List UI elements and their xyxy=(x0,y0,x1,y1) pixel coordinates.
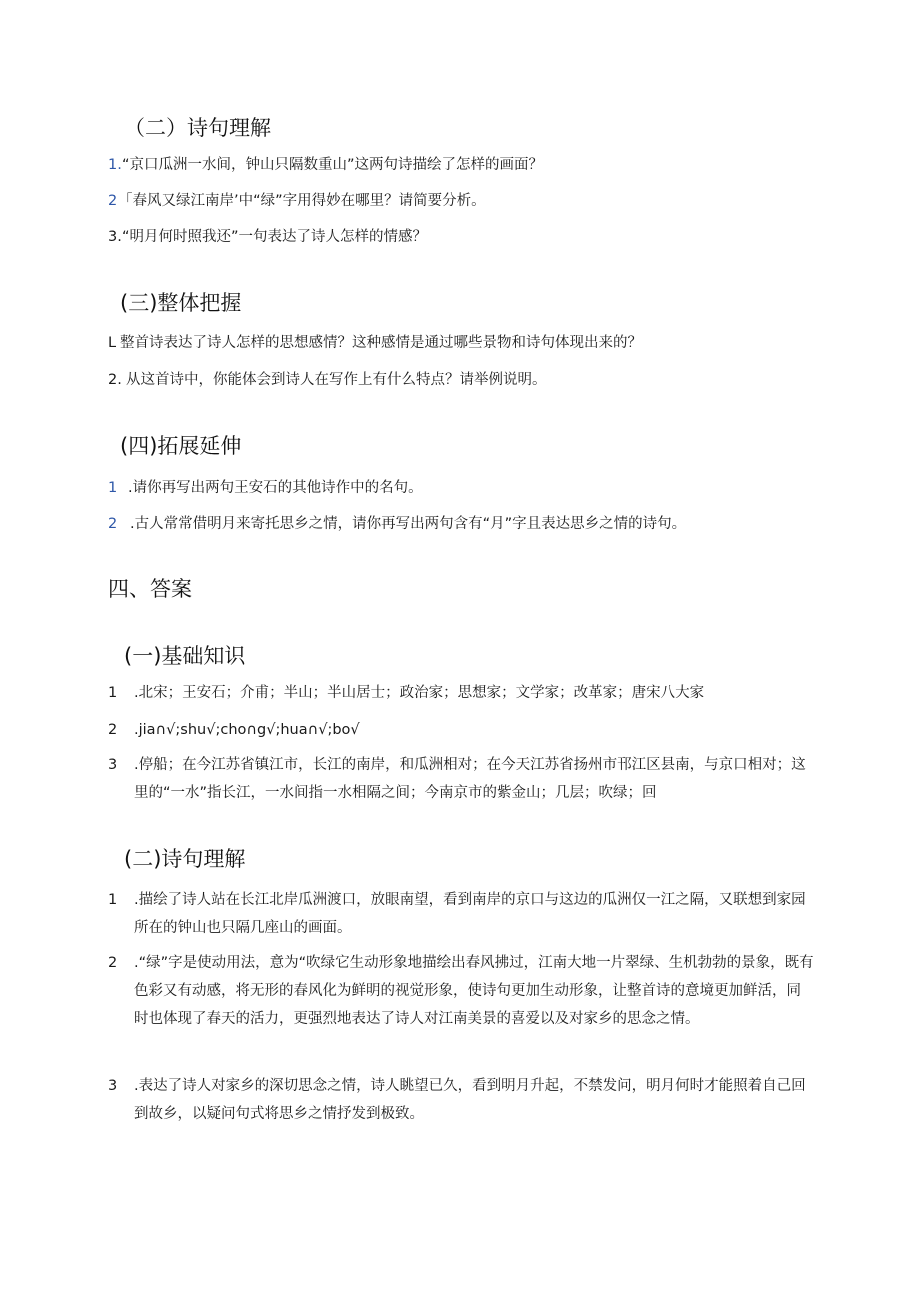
section-heading-extension: (四)拓展延伸 xyxy=(120,434,242,458)
answer-number: 1 xyxy=(108,892,118,908)
answer-section-heading-poem-understanding: (二)诗句理解 xyxy=(124,847,246,871)
section-heading-poem-understanding: （二）诗句理解 xyxy=(124,116,271,140)
answer-number: 3 xyxy=(108,1078,118,1094)
question-number: 1 xyxy=(108,480,118,496)
question-number: 2 xyxy=(108,193,118,209)
answer-text: .北宋；王安石；介甫；半山；半山居士；政治家；思想家；文学家；改革家；唐宋八大家 xyxy=(134,685,705,701)
answer-text: .“绿”字是使动用法，意为“吹绿它生动形象地描绘出春风拂过，江南大地一片翠绿、生机勃勃的景象，既有色彩又有动感，将无形的春风化为鲜明的视觉形象，使诗句更加生动形象，让整首诗的意境更加鲜活，同时也体现了春天的活力，更强烈地表达了诗人对江南美景的喜爱以及对家乡的思念之情。 xyxy=(134,955,814,1027)
question-text: .请你再写出两句王安石的其他诗作中的名句。 xyxy=(128,480,423,496)
answer-number: 2 xyxy=(108,722,118,738)
question-number: 2. xyxy=(108,372,122,388)
answers-heading: 四、答案 xyxy=(108,577,192,601)
question-number: 2 xyxy=(108,516,118,532)
question-number: 1. xyxy=(108,157,122,173)
question-number: 3. xyxy=(108,229,122,245)
answer-text: .表达了诗人对家乡的深切思念之情，诗人眺望已久，看到明月升起，不禁发问，明月何时才能照着自己回到故乡，以疑问句式将思乡之情抒发到极致。 xyxy=(134,1078,806,1122)
question-text: 「春风又绿江南岸’中“绿”字用得妙在哪里？请简要分析。 xyxy=(118,193,486,209)
question-number: L xyxy=(108,335,117,351)
question-text: “京口瓜洲一水间，钟山只隔数重山”这两句诗描绘了怎样的画面？ xyxy=(122,157,544,173)
question-text: 整首诗表达了诗人怎样的思想感情？这种感情是通过哪些景物和诗句体现出来的？ xyxy=(120,335,642,351)
answer-number: 3 xyxy=(108,757,118,773)
answer-text: .停船；在今江苏省镇江市，长江的南岸，和瓜洲相对；在今天江苏省扬州市邗江区县南，与京口相对；这里的“一水”指长江，一水间指一水相隔之间；今南京市的紫金山；几层；吹绿；回 xyxy=(134,757,806,801)
section-heading-overall: (三)整体把握 xyxy=(120,291,242,315)
answer-number: 1 xyxy=(108,685,118,701)
answer-number: 2 xyxy=(108,955,118,971)
question-text: “明月何时照我还”一句表达了诗人怎样的情感？ xyxy=(122,229,428,245)
answer-text: .jia∩√;shu√;cho∩g√;hua∩√;bo√ xyxy=(134,722,360,738)
answer-section-heading-basics: (一)基础知识 xyxy=(124,644,246,668)
question-text: 从这首诗中，你能体会到诗人在写作上有什么特点？请举例说明。 xyxy=(126,372,547,388)
question-text: .古人常常借明月来寄托思乡之情，请你再写出两句含有“月”字且表达思乡之情的诗句。 xyxy=(130,516,687,532)
answer-text: .描绘了诗人站在长江北岸瓜洲渡口，放眼南望，看到南岸的京口与这边的瓜洲仅一江之隔，又联想到家园所在的钟山也只隔几座山的画面。 xyxy=(134,892,806,936)
